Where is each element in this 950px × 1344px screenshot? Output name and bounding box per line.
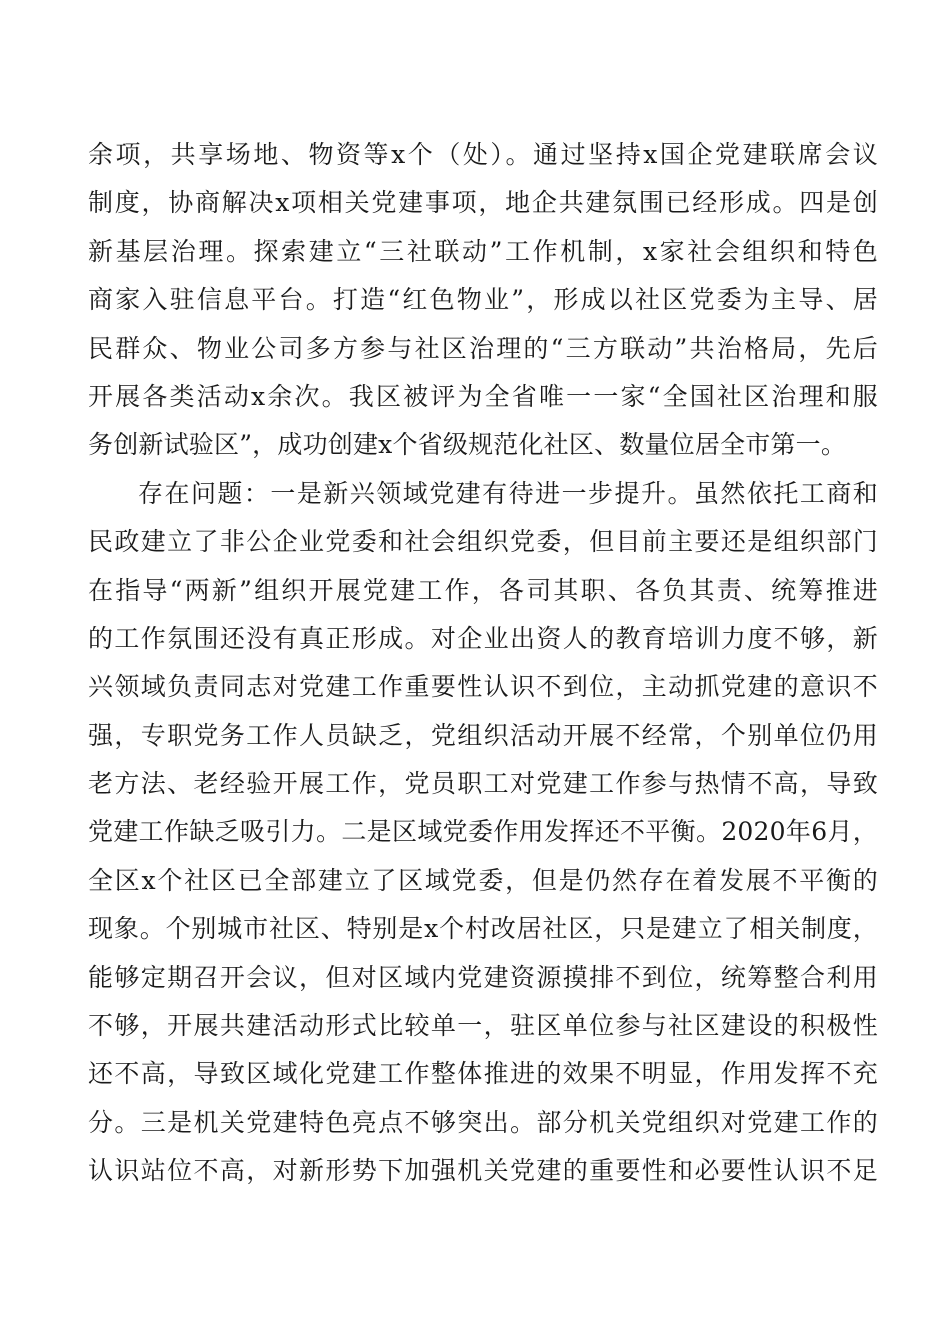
text-line: 务创新试验区”，成功创建x个省级规范化社区、数量位居全市第一。 bbox=[88, 430, 847, 460]
text-line: 在指导“两新”组织开展党建工作，各司其职、各负其责、统筹推进 bbox=[88, 575, 878, 605]
text-line: 开展各类活动x余次。我区被评为全省唯一一家“全国社区治理和服 bbox=[88, 381, 878, 411]
text-line: 民政建立了非公企业党委和社会组织党委，但目前主要还是组织部门 bbox=[88, 527, 878, 557]
text-line: 余项，共享场地、物资等x个（处）。通过坚持x国企党建联席会议 bbox=[88, 140, 878, 169]
text-line: 民群众、物业公司多方参与社区治理的“三方联动”共治格局，先后 bbox=[88, 333, 878, 363]
text-line: 不够，开展共建活动形式比较单一，驻区单位参与社区建设的积极性 bbox=[88, 1011, 878, 1041]
text-line: 老方法、老经验开展工作，党员职工对党建工作参与热情不高，导致 bbox=[88, 769, 878, 799]
text-line: 强，专职党务工作人员缺乏，党组织活动开展不经常，个别单位仍用 bbox=[88, 720, 878, 750]
text-line: 认识站位不高，对新形势下加强机关党建的重要性和必要性认识不足 bbox=[88, 1156, 878, 1186]
paragraph-first-line: 存在问题：一是新兴领域党建有待进一步提升。虽然依托工商和 bbox=[138, 478, 878, 508]
text-line: 党建工作缺乏吸引力。二是区域党委作用发挥还不平衡。2020年6月， bbox=[88, 817, 878, 847]
text-line: 还不高，导致区域化党建工作整体推进的效果不明显，作用发挥不充 bbox=[88, 1059, 878, 1089]
text-line: 能够定期召开会议，但对区域内党建资源摸排不到位，统筹整合利用 bbox=[88, 962, 878, 992]
text-line: 现象。个别城市社区、特别是x个村改居社区，只是建立了相关制度， bbox=[88, 914, 878, 944]
text-line: 的工作氛围还没有真正形成。对企业出资人的教育培训力度不够，新 bbox=[88, 623, 878, 653]
text-line: 兴领域负责同志对党建工作重要性认识不到位，主动抓党建的意识不 bbox=[88, 672, 878, 702]
text-line: 制度，协商解决x项相关党建事项，地企共建氛围已经形成。四是创 bbox=[88, 188, 878, 218]
text-line: 全区x个社区已全部建立了区域党委，但是仍然存在着发展不平衡的 bbox=[88, 865, 878, 895]
text-line: 分。三是机关党建特色亮点不够突出。部分机关党组织对党建工作的 bbox=[88, 1107, 878, 1137]
document-body bbox=[88, 131, 878, 1196]
text-line: 商家入驻信息平台。打造“红色物业”，形成以社区党委为主导、居 bbox=[88, 285, 878, 315]
text-line: 新基层治理。探索建立“三社联动”工作机制，x家社会组织和特色 bbox=[88, 236, 878, 266]
